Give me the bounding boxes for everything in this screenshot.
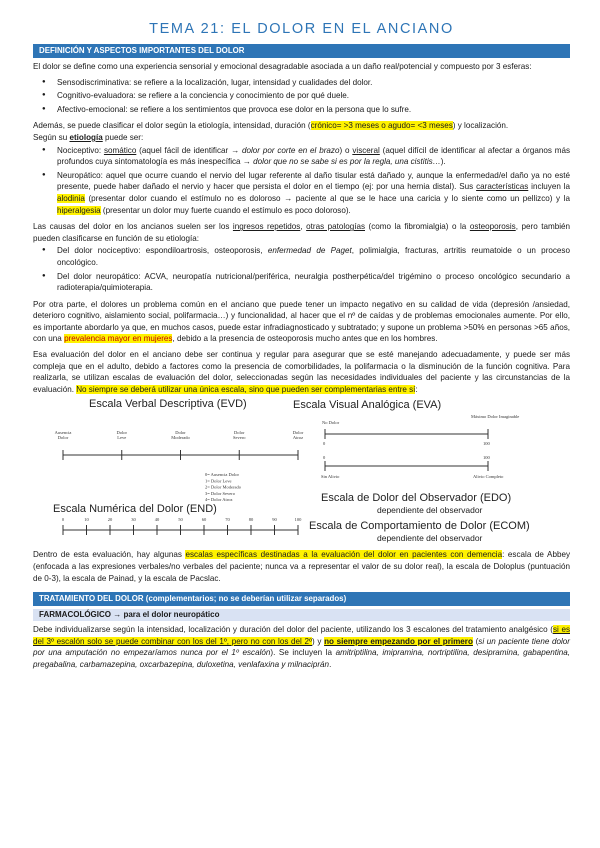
impact-paragraph: Por otra parte, el dolores un problema común en el anciano que puede tener un impacto negativo en su calidad de vida (depresión /ansiedad, deterioro cognitivo, aislamiento social, polifarmacia…) y funcionalidad, al hacer que el nº de caídas y de problemas emocionales aumente. Por ello, es importante abordarlo ya que, en muchos casos, puede estar infradiagnosticado y subtratado; y supone un problema >50% en personas >65 años, con una prevalencia mayor en mujeres, debido a la presencia de osteoporosis mucho antes que en los hombres.	[33, 299, 570, 344]
list-item: ● Del dolor neuropático: ACVA, neuropatía nutricional/periférica, neuralgia postherpética/del trigémino o proceso oncológico secundario a radioterapia/quimioterapia.	[33, 271, 570, 294]
evd-list	[205, 472, 242, 502]
classification-paragraph: Además, se puede clasificar el dolor según la etiología, intensidad, duración (crónico= >3 meses o agudo= <3 meses) y localización.	[33, 121, 509, 131]
edo-subtitle: dependiente del observador	[377, 505, 483, 516]
etiology-list	[33, 145, 570, 217]
list-item-neuropathic: ● Neuropático: aquel que ocurre cuando el nervio del lugar referente al daño tisular está dañado y, aunque la enfermedad/el daño ya no esté presente, puede haber dañado el nervio y hacer que persista el dolor en el tiempo (ej: por una hernia distal). Sus características incluyen la alodinia (presentar dolor cuando el estímulo no es doloroso → paciente al que se le hace una caricia y lo siente como un pellizco) y la hiperalgesia (presentar un dolor muy fuerte cuando el estímulo es poco doloroso).	[33, 170, 570, 216]
evd-tick-label: Dolor	[234, 430, 245, 436]
list-item-nociceptive: ● Nociceptivo: somático (aquel fácil de identificar → dolor por corte en el brazo) o visceral (aquel difícil de identificar al afectar a órganos más profundos cuya sintomatología es más inespecífica → dolor que no se sabe si es por la regla, una cistitis…).	[33, 145, 570, 168]
highlight: crónico= >3 meses o agudo= <3 meses	[310, 121, 453, 131]
evd-list-item: 2= Dolor Moderado	[205, 485, 242, 491]
evd-tick-label: Dolor	[175, 430, 186, 436]
pain-scales-figure	[33, 397, 570, 543]
spheres-list	[33, 77, 570, 116]
end-tick-label: 10	[84, 517, 89, 523]
etiology-line: Según su etiología puede ser:	[33, 132, 144, 142]
ecom-title: Escala de Comportamiento de Dolor (ECOM)	[309, 520, 530, 533]
end-tick-label: 50	[178, 517, 183, 523]
evd-list-item: 0= Ausencia Dolor	[205, 472, 240, 478]
ecom-subtitle: dependiente del observador	[377, 533, 483, 544]
evd-tick-label: Leve	[117, 435, 127, 441]
evd-tick-label: Dolor	[116, 430, 127, 436]
dementia-paragraph: Dentro de esta evaluación, hay algunas escalas específicas destinadas a la evaluación del dolor en pacientes con demencia: escala de Abbey (enfocada a las expresiones verbales/no verbales del paciente; nunca va a representar el valor de su dolor real), la escala de Doloplus (puntuación de 0-3), la escala de Painad, y la escala de Pacslac.	[33, 550, 570, 583]
eva2-left-label: Sin Alivio	[321, 474, 340, 480]
treatment-paragraph: Debe individualizarse según la intensidad, localización y duración del dolor del paciente, utilizando los 3 escalones del tratamiento analgésico (si es del 3º escalón solo se puede combinar con los del 1º, pero no con los del 2º) y no siempre empezando por el primero (si un paciente tiene dolor por una amputación no empezaríamos nunca por el 1º escalón). Se incluyen la amitriptilina, imipramina, nortriptilina, desipramina, gabapentina, pregabalina, carbamazepina, oxcarbazepina, duloxetina, venlafaxina y milnaciprán.	[33, 625, 570, 669]
eva2-hundred: 100	[483, 455, 490, 461]
eva-left-label: No Dolor	[322, 420, 340, 426]
list-item: ● Afectivo-emocional: se refiere a los sentimientos que provoca ese dolor en la persona que lo sufre.	[33, 104, 570, 116]
list-item: ● Del dolor nociceptivo: espondiloartrosis, osteoporosis, enfermedad de Paget, polimialgia, fracturas, artritis reumatoide o un proceso oncológico.	[33, 245, 570, 268]
evd-tick-label: Moderado	[171, 435, 190, 441]
section-header-definition: DEFINICIÓN Y ASPECTOS IMPORTANTES DEL DOLOR	[33, 44, 570, 58]
eva-hundred: 100	[483, 441, 490, 447]
evd-list-item: 3= Dolor Severo	[205, 491, 236, 497]
end-tick-label: 0	[61, 517, 65, 523]
list-item: ● Cognitivo-evaluadora: se refiere a la conciencia y conocimiento de por qué duele.	[33, 90, 570, 102]
end-tick-label: 90	[272, 517, 277, 523]
end-ticks	[62, 517, 302, 535]
end-tick-label: 80	[248, 517, 254, 523]
subsection-header-pharmacological: FARMACOLÓGICO → para el dolor neuropático	[33, 609, 570, 621]
eva-zero: 0	[323, 441, 326, 447]
end-tick-label: 40	[154, 517, 160, 523]
causes-paragraph: Las causas del dolor en los ancianos suelen ser los ingresos repetidos, otras patologías (como la fibromialgia) o la osteoporosis, pero también pueden clasificarse en función de su etiología:	[33, 222, 571, 243]
eva-title: Escala Visual Analógica (EVA)	[293, 399, 442, 412]
intro-paragraph: El dolor se define como una experiencia sensorial y emocional desagradable asociada a un daño real/potencial y compuesto por 3 esferas:	[33, 62, 532, 71]
end-tick-label: 30	[131, 517, 136, 523]
page-title: TEMA 21: EL DOLOR EN EL ANCIANO	[149, 21, 454, 37]
section-header-treatment: TRATAMIENTO DEL DOLOR (complementarios; no se deberían utilizar separados)	[33, 592, 570, 606]
causes-list	[33, 245, 570, 293]
evd-tick-label: Dolor	[57, 435, 69, 441]
end-tick-label: 60	[201, 517, 207, 523]
evd-tick-label: Atroz	[292, 435, 304, 441]
end-title: Escala Numérica del Dolor (END)	[53, 503, 217, 516]
evd-list-item: 4= Dolor Atroz	[205, 497, 233, 503]
eva2-zero: 0	[323, 455, 326, 461]
evd-tick-label: Ausencia	[54, 430, 72, 436]
eva2-right-label: Alivio Completo	[473, 474, 504, 480]
evd-list-item: 1= Dolor Leve	[205, 478, 232, 484]
end-tick-label: 20	[107, 517, 113, 523]
evd-tick-label: Dolor	[292, 430, 304, 436]
evd-tick-label: Severo	[233, 435, 246, 441]
evaluation-paragraph: Esa evaluación del dolor en el anciano debe ser continua y regular para asegurar que se esté manejando adecuadamente, y puede ser más compleja que en el adulto, debido a factores como la presencia de comorbilidades, la polifarmacia o la disminución de la función cognitiva. Para realizarla, se utilizan escalas de evaluación del dolor, seleccionadas según las necesidades individuales del paciente y las circunstancias de la evaluación. No siempre se deberá utilizar una única escala, sino que pueden ser complementarias entre sí:	[33, 350, 570, 394]
end-tick-label: 70	[225, 517, 230, 523]
eva-right-label: Máximo Dolor Imaginable	[471, 414, 520, 420]
end-tick-label: 100	[294, 517, 302, 523]
evd-title: Escala Verbal Descriptiva (EVD)	[89, 398, 247, 411]
edo-title: Escala de Dolor del Observador (EDO)	[321, 492, 512, 505]
list-item: ● Sensodiscriminativa: se refiere a la localización, lugar, intensidad y cualidades del dolor.	[33, 77, 570, 89]
